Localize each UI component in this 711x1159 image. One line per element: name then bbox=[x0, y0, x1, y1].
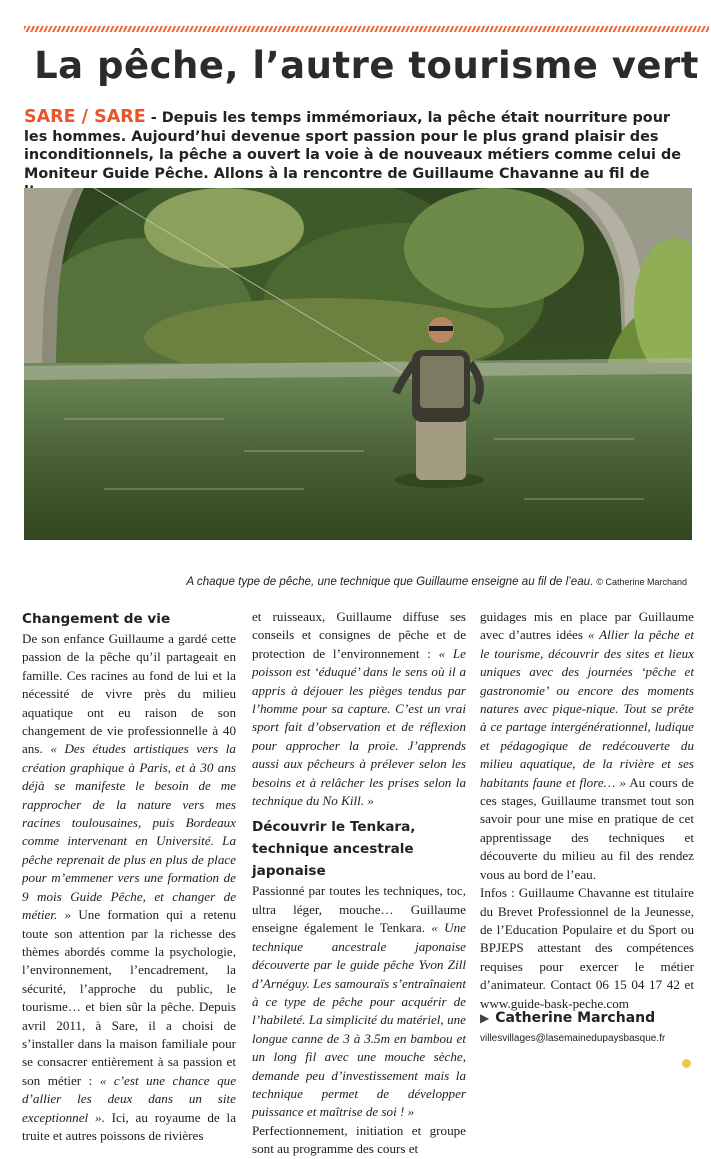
photo-credit: © Catherine Marchand bbox=[596, 577, 687, 587]
col2-paragraph-3: Perfectionnement, initiation et groupe sont au programme des cours et bbox=[252, 1122, 466, 1157]
col1-quote-1: « Des études artistiques vers la création graphique à Paris, et à 30 ans déjà se manifeste le besoin de me rapprocher de la nature vers mes racines toulousaines, puis Bordeaux comme intervenant en Université. La pêche reprenait de plus en plus de place pour m’emmener vers une formation de 9 mois Guide Pêche, et changer de métier. » bbox=[22, 741, 236, 923]
lede-text: - Depuis les temps immémoriaux, la pêche était nourriture pour les hommes. Aujourd’hui devenue sport passion pour le plus grand plaisir des inconditionnels, la pêche a ouvert la voie à de nouveaux métiers comme celui de Moniteur Guide Pêche. Allons à la rencontre de Guillaume Chavanne au fil de bbox=[24, 110, 682, 182]
article-column-3 bbox=[480, 608, 694, 1013]
column-3-text-a bbox=[480, 608, 694, 884]
col1-paragraph-1: De son enfance Guillaume a gardé cette passion de la pêche qu’il partageait en famille. Ces racines au fond de lui et la nécessité de vivre près du milieu aquatique ont eu raison de son changement de vie professionnelle à 40 ans. bbox=[22, 631, 236, 757]
col1-paragraph-3: . Ici, au royaume de la truite et autres poissons de rivières bbox=[22, 1109, 237, 1143]
column-1-text bbox=[22, 630, 236, 1145]
col3-paragraph-3: Infos : Guillaume Chavanne est titulaire du Brevet Professionnel de la Jeunesse, de l’Education Populaire et du Sport ou BPJEPS attestant des compétences requises pour exercer le métier d’animateur. Contact 06 15 04 17 42 et www.guide-bask-peche.com bbox=[480, 885, 694, 1011]
article-column-1 bbox=[22, 608, 236, 1145]
article-column-2 bbox=[252, 608, 466, 1159]
column-2-text-b bbox=[252, 882, 466, 1121]
author-signature bbox=[480, 1010, 655, 1026]
col2-paragraph-1: et ruisseaux, Guillaume diffuse ses conseils et consignes de pêche et de protection de l’environnement : bbox=[252, 609, 466, 661]
col2-quote-2: « Une technique ancestrale japonaise découverte par le guide pêche Yvon Zill d’Arnéguy. Les samouraïs s’entraînaient à ce type de pêche pour acquérir de l’habileté. La simplicité du matériel, une longue canne de 3 à 3.5m en bambou et un long fil avec une mouche sèche, demande peu d’investissement mais la technique permet de développer puissance et maîtrise de soi ! » bbox=[252, 920, 466, 1120]
river-fisherman-illustration bbox=[24, 188, 692, 540]
col2-paragraph-2: Passionné par toutes les techniques, toc, ultra léger, mouche… Guillaume enseigne également le Tenkara. bbox=[252, 883, 466, 936]
section-title-tenkara: Découvrir le Tenkara, technique ancestrale japonaise bbox=[252, 819, 416, 880]
photo-caption bbox=[186, 575, 687, 588]
photo-caption-text: A chaque type de pêche, une technique que Guillaume enseigne au fil de l’eau. bbox=[186, 575, 594, 588]
location-kicker: SARE / SARE bbox=[24, 107, 146, 127]
col3-paragraph-2: Au cours de ces stages, Guillaume transmet tout son savoir pour une mise en pratique de cet apprentissage des techniques et découverte du milieu au fil des rendez vous au bord de l’eau. bbox=[480, 774, 694, 882]
col2-quote-1: « Le poisson est ‘éduqué’ dans le sens où il a appris à déjouer les pièges tendus par l’homme pour sa capture. C’est un vrai sport fait d’observation et de réflexion pour approcher la proie. J’apprends aussi aux pêcheurs à prélever selon les besoins et à relâcher les prises selon la technique du No Kill. » bbox=[252, 645, 466, 809]
col3-paragraph-1: guidages mis en place par Guillaume avec d’autres idées bbox=[480, 609, 694, 643]
decorative-dot bbox=[682, 1059, 691, 1068]
article-headline: La pêche, l’autre tourisme vert bbox=[34, 44, 699, 87]
author-email: villesvillages@lasemainedupaysbasque.fr bbox=[480, 1033, 666, 1044]
col1-paragraph-2: Une formation qui a retenu toute son attention par la richesse des thèmes abordés comme la psychologie, l’environnement, l’encadrement, la sécurité, l’approche du public, le tourisme… et bien sûr la pêche. Depuis avril 2011, à Sare, il a choisi de s’installer dans la maison familiale pour se consacrer entièrement à sa passion et son métier : bbox=[22, 907, 237, 1088]
col3-quote-1: « Allier la pêche et le tourisme, découvrir des sites et lieux uniques avec des journées ‘pêche et gastronomie’ ou encore des moments natures avec pique-nique. Tout se prête à ce partage intergénérationnel, ludique et pédagogique de redécouverte du milieu aquatique, de la rivière et ses habitants faune et flore… » bbox=[480, 627, 694, 790]
column-2-text-a bbox=[252, 608, 466, 810]
col1-quote-2: « c’est une chance que d’allier les deux dans un site exceptionnel » bbox=[22, 1072, 237, 1125]
author-name: Catherine Marchand bbox=[495, 1010, 656, 1026]
top-decorative-stripe bbox=[24, 26, 709, 32]
right-triangle-icon: ▶ bbox=[480, 1011, 490, 1025]
section-title-changement: Changement de vie bbox=[22, 611, 171, 627]
article-photo bbox=[24, 188, 692, 540]
